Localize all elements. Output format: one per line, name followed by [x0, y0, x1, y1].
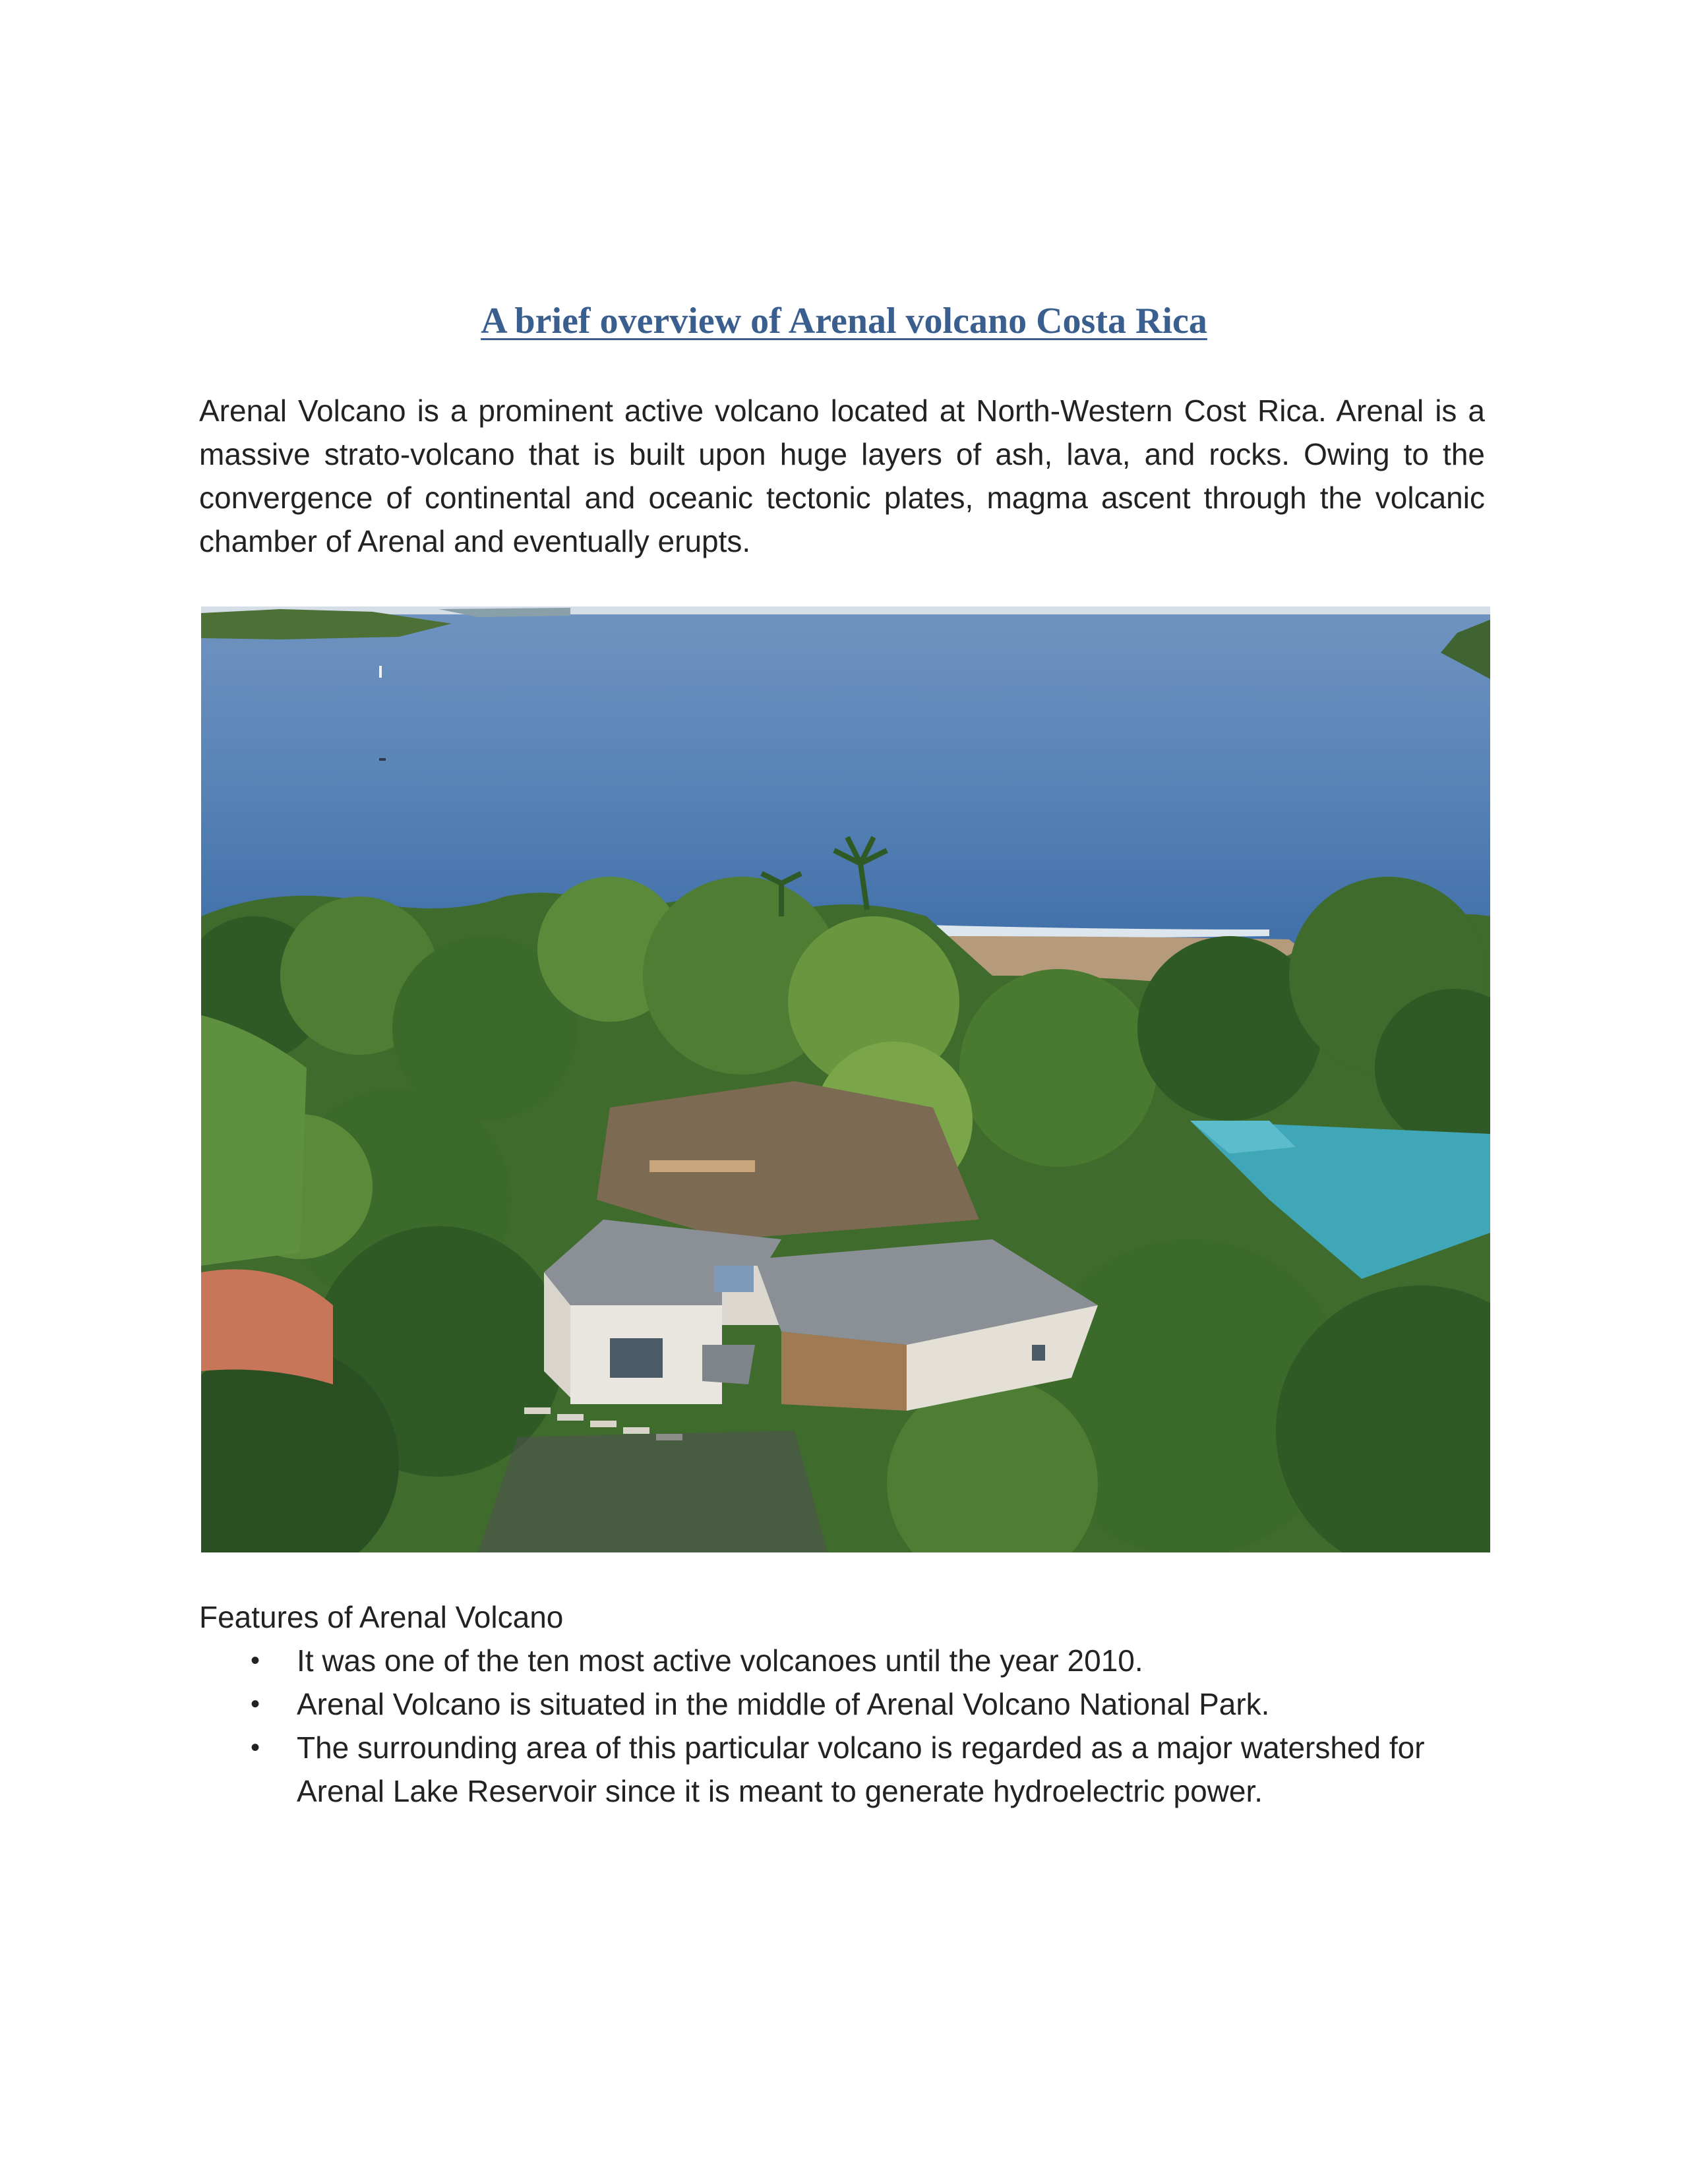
list-item	[199, 1682, 1485, 1726]
driveway	[478, 1431, 828, 1552]
page-title: A brief overview of Arenal volcano Costa Rica	[481, 301, 1207, 341]
list-item-text: It was one of the ten most active volcanoes until the year 2010.	[297, 1643, 1143, 1678]
list-item	[199, 1639, 1485, 1682]
boat	[379, 666, 382, 678]
bullet-icon: •	[251, 1690, 260, 1719]
features-list	[199, 1639, 1485, 1813]
bullet-icon: •	[251, 1646, 260, 1675]
bench	[649, 1160, 755, 1172]
bullet-icon: •	[251, 1733, 260, 1762]
aerial-photo	[201, 606, 1490, 1552]
features-heading: Features of Arenal Volcano	[199, 1600, 564, 1634]
intro-paragraph: Arenal Volcano is a prominent active volcano located at North-Western Cost Rica. Arenal is a massive strato-volcano that is built upon huge layers of ash, lava, and rocks. Owing to the convergence of continental and oceanic tectonic plates, magma ascent through the volcanic chamber of Arenal and eventually erupts.	[199, 394, 1485, 558]
aerial-photo-illustration	[201, 606, 1490, 1552]
list-item-text: The surrounding area of this particular volcano is regarded as a major watershed for Arenal Lake Reservoir since it is meant to generate hydroelectric power.	[297, 1730, 1425, 1808]
sky	[201, 606, 1490, 616]
list-item-text: Arenal Volcano is situated in the middle of Arenal Volcano National Park.	[297, 1687, 1270, 1721]
list-item	[199, 1726, 1485, 1813]
boat-small	[379, 758, 386, 761]
